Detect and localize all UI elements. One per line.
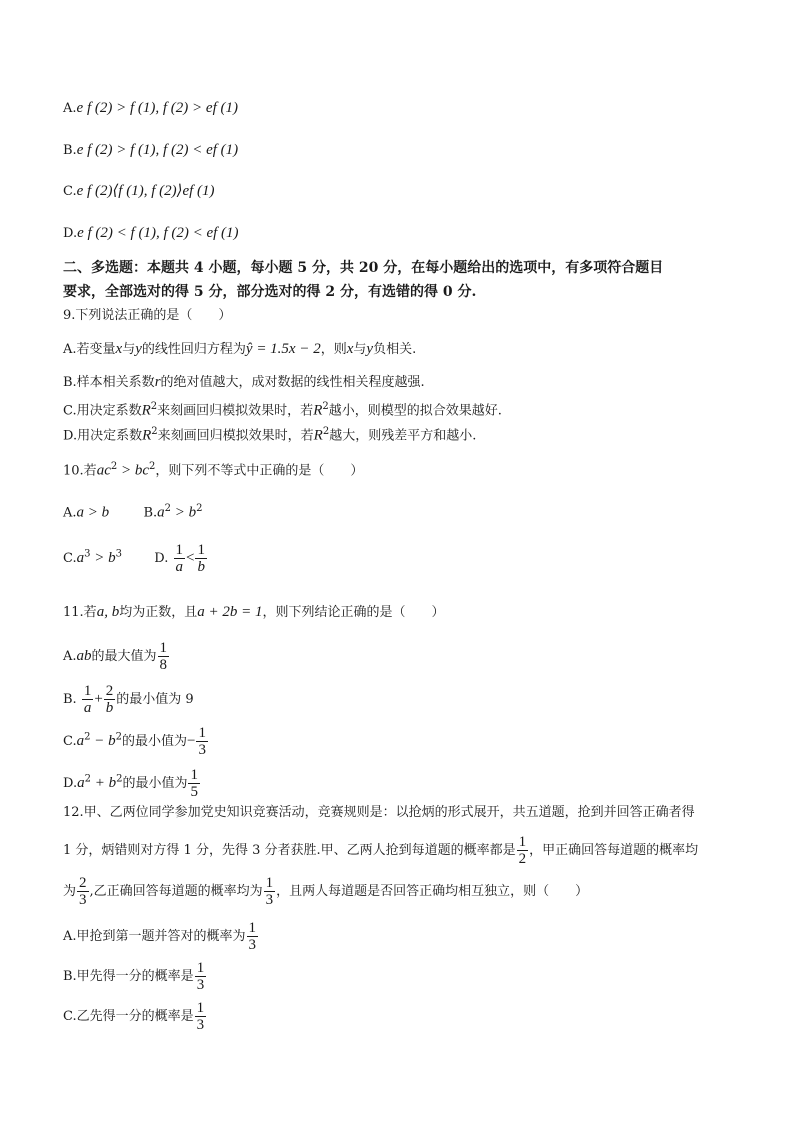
option-a: A.e f (2) > f (1), f (2) > ef (1) — [63, 100, 238, 116]
fraction-1-over-b: $\frac{1}{b}$ — [197, 542, 205, 575]
fraction-2-over-b: $\frac{2}{b}$ — [105, 683, 114, 716]
q11-option-b: B. $\frac{1}{a}$ + $\frac{2}{b}$ 的最小值为 9 — [63, 683, 194, 716]
fraction-1-over-a: $\frac{1}{a}$ — [83, 683, 92, 716]
fraction-1-3: $\frac{1}{3}$ — [198, 725, 206, 758]
q11-option-c: $C.a^2 - b^2$的最小值为− $\frac{1}{3}$ — [63, 725, 206, 758]
q12-line1: 12.甲、乙两位同学参加党史知识竞赛活动，竞赛规则是：以抢炳的形式展开，共五道题，抢到并回答正确者得 — [63, 805, 695, 820]
option-c: C.e f (2)⟨f (1), f (2)⟩ef (1) — [63, 183, 215, 199]
q9-option-d: D.用决定系数$R^2$来刻画回归模拟效果时，若$R^2$越大，则残差平方和越小. — [63, 426, 477, 444]
q9-option-b: B.样本相关系数r的绝对值越大，成对数据的线性相关程度越强. — [63, 374, 425, 390]
fraction-1-2: $\frac{1}{2}$ — [518, 834, 527, 867]
q12-option-c: C.乙先得一分的概率是 $\frac{1}{3}$ — [63, 1000, 205, 1033]
fraction-1-over-a: $\frac{1}{a}$ — [175, 542, 184, 575]
q10-options-ab: A.a > b $B.a^2 > b^2$ — [63, 503, 203, 521]
fraction-2-3: $\frac{2}{3}$ — [79, 875, 87, 908]
q11-option-a: A.ab的最大值为 $\frac{1}{8}$ — [63, 640, 168, 673]
fraction-1-3: $\frac{1}{3}$ — [265, 875, 274, 908]
fraction-1-3: $\frac{1}{3}$ — [196, 1000, 205, 1033]
option-b: B.e f (2) > f (1), f (2) < ef (1) — [63, 142, 239, 158]
q9-option-c: C.用决定系数$R^2$来刻画回归模拟效果时，若$R^2$越小，则模型的拟合效果越好. — [63, 401, 502, 419]
q12-option-b: B.甲先得一分的概率是 $\frac{1}{3}$ — [63, 960, 205, 993]
fraction-1-3: $\frac{1}{3}$ — [248, 920, 257, 953]
q11-stem: 11.若a, b均为正数，且a + 2b = 1，则下列结论正确的是（ ） — [63, 604, 445, 620]
q10-options-cd: $C.a^3 > b^3$ D. $\frac{1}{a}$ < $\frac{1}{b}$ — [63, 542, 205, 575]
q12-line3: 为 $\frac{2}{3}$ ,乙正确回答每道题的概率均为 $\frac{1}{3}$ ，且两人每道题是否回答正确均相互独立，则（ ） — [63, 875, 589, 908]
q12-option-a: A.甲抢到第一题并答对的概率为 $\frac{1}{3}$ — [63, 920, 257, 953]
fraction-1-3: $\frac{1}{3}$ — [196, 960, 205, 993]
q9-stem: 9.下列说法正确的是（ ） — [63, 308, 232, 323]
q10-stem: 10.若$ac^2 > bc^2$，则下列不等式中正确的是（ ） — [63, 461, 364, 479]
q11-option-d: $D.a^2 + b^2$的最小值为 $\frac{1}{5}$ — [63, 767, 198, 800]
section-heading-line1: 二、多选题：本题共 4 小题，每小题 5 分，共 20 分，在每小题给出的选项中，有多项符合题目 — [63, 260, 664, 276]
option-d: D.e f (2) < f (1), f (2) < ef (1) — [63, 225, 239, 241]
fraction-1-8: $\frac{1}{8}$ — [159, 640, 168, 673]
section-heading-line2: 要求，全部选对的得 5 分，部分选对的得 2 分，有选错的得 0 分. — [63, 284, 477, 300]
q9-option-a: A.若变量x与y的线性回归方程为ŷ = 1.5x − 2，则x与y负相关. — [63, 341, 417, 357]
q12-line2: 1 分，炳错则对方得 1 分，先得 3 分者获胜.甲、乙两人抢到每道题的概率都是 $\frac{1}{2}$ ，甲正确回答每道题的概率均 — [63, 834, 699, 867]
fraction-1-5: $\frac{1}{5}$ — [190, 767, 198, 800]
